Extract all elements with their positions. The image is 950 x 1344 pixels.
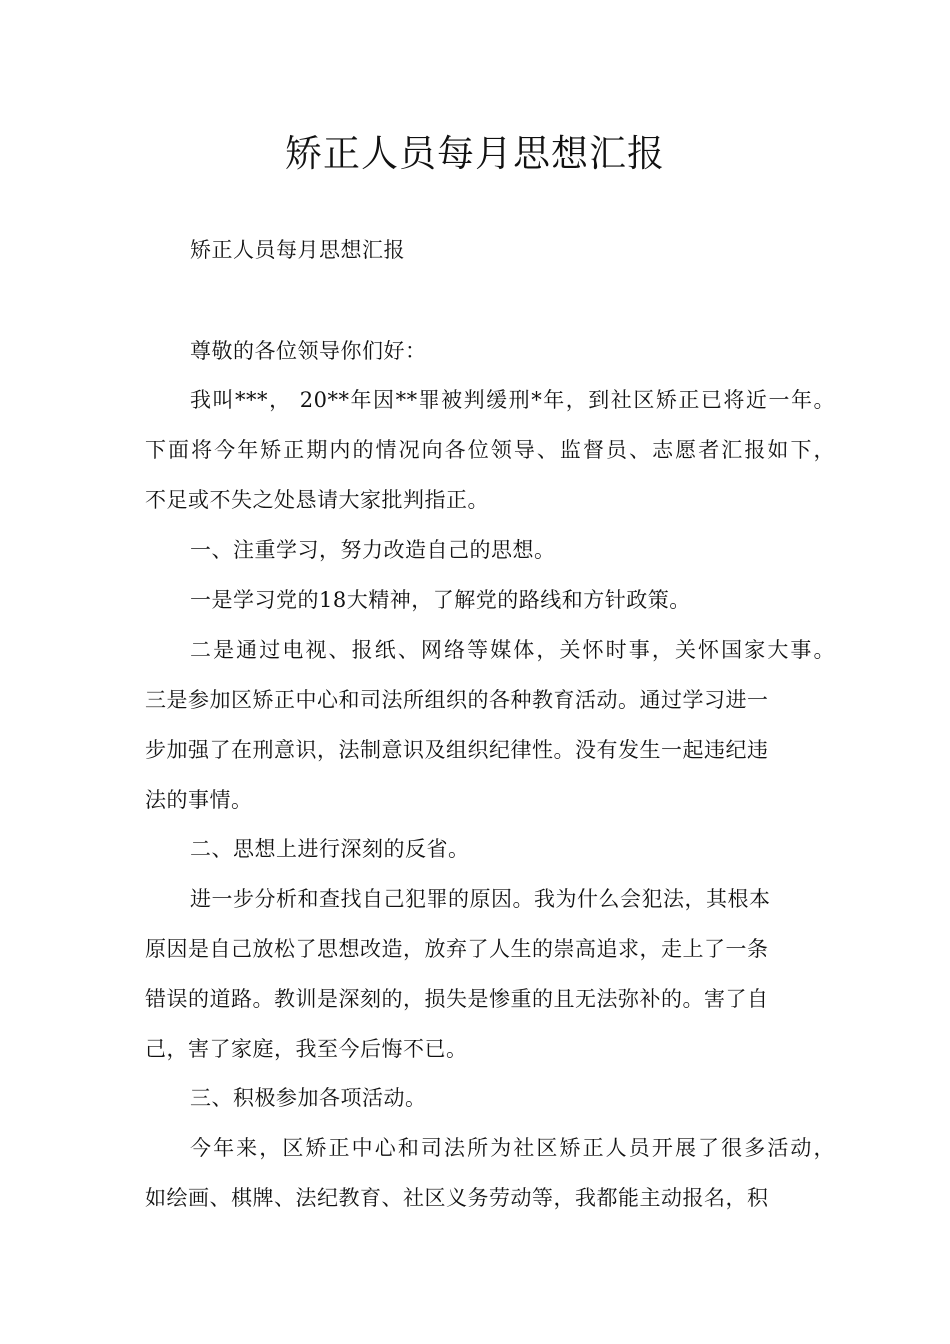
section-heading: 三、积极参加各项活动。 <box>190 1086 427 1110</box>
body-line: 我叫***， 20**年因**罪被判缓刑*年，到社区矫正已将近一年。 <box>190 388 835 412</box>
body-line: 己，害了家庭，我至今后悔不已。 <box>145 1037 468 1061</box>
body-line: 步加强了在刑意识，法制意识及组织纪律性。没有发生一起违纪违 <box>145 738 769 762</box>
body-line: 一是学习党的18大精神，了解党的路线和方针政策。 <box>190 588 691 612</box>
body-line: 法的事情。 <box>145 788 253 812</box>
body-line: 二是通过电视、报纸、网络等媒体，关怀时事，关怀国家大事。 <box>190 638 835 662</box>
body-line: 错误的道路。教训是深刻的，损失是惨重的且无法弥补的。害了自 <box>145 987 769 1011</box>
body-line: 原因是自己放松了思想改造，放弃了人生的崇高追求，走上了一条 <box>145 937 769 961</box>
document-subtitle: 矫正人员每月思想汇报 <box>190 238 405 262</box>
section-heading: 二、思想上进行深刻的反省。 <box>190 837 470 861</box>
body-line: 今年来，区矫正中心和司法所为社区矫正人员开展了很多活动， <box>190 1136 835 1160</box>
body-line: 进一步分析和查找自己犯罪的原因。我为什么会犯法，其根本 <box>190 887 771 911</box>
greeting-line: 尊敬的各位领导你们好： <box>190 339 427 363</box>
body-line: 如绘画、棋牌、法纪教育、社区义务劳动等，我都能主动报名，积 <box>145 1186 769 1210</box>
body-line: 不足或不失之处恳请大家批判指正。 <box>145 488 489 512</box>
body-line: 三是参加区矫正中心和司法所组织的各种教育活动。通过学习进一 <box>145 688 769 712</box>
section-heading: 一、注重学习，努力改造自己的思想。 <box>190 538 556 562</box>
document-title: 矫正人员每月思想汇报 <box>285 132 665 175</box>
body-line: 下面将今年矫正期内的情况向各位领导、监督员、志愿者汇报如下， <box>145 438 835 462</box>
